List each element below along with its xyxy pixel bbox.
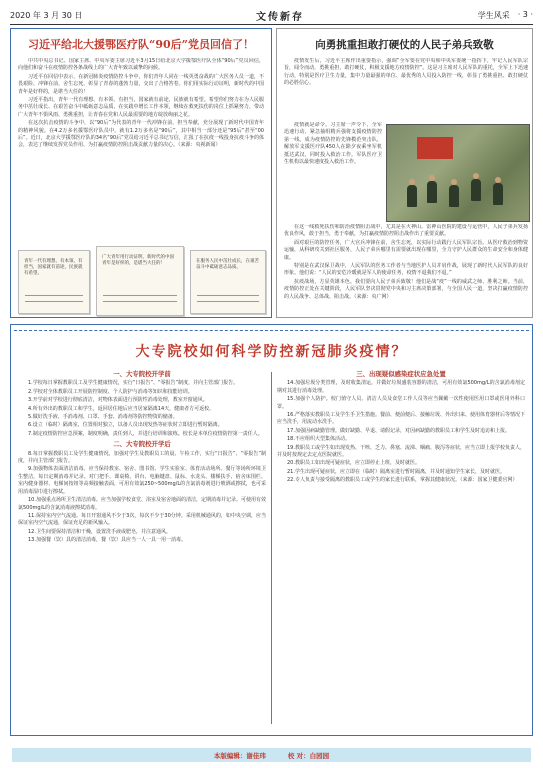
dotted-rule (14, 330, 529, 333)
list-item: 18.不应组织大型集体活动。 (287, 436, 350, 443)
list-item: 15.加强个人防护。校门值守人员、清洁人员及食堂工作人员等应当佩戴一次性使用医用口罩或医用外科口罩。 (277, 396, 525, 410)
article2-paragraph: 疫情就是命令。习主席一声令下，全军迅速行动，紧急抽组精兵强将支援疫情防控第一线。成为疫情防控的先锋模范突击队，解放军支援医疗队450人在除夕夜乘坐军机抵达武汉，同时投入救治工作。军队医疗卫生机构以最快速度投入救治工作。 (284, 122, 382, 166)
list-item: 12.卫生间要保持清洁和干燥，设置洗手液或肥皂，并注意通风。 (28, 528, 171, 535)
editor-credit: 本版编辑：谢佳玮 (213, 751, 266, 760)
article2-title: 向勇挑重担敢打硬仗的人民子弟兵致敬 (315, 38, 494, 51)
article2-paragraph: 特别是在武汉保卫战中，人民军队的医务工作者与当地医护人员并肩作战，展现了新时代人民军队的良好形象。他们说：“人民的安危冷暖就是军人的使命任务，疫情不退我们不退。” (284, 263, 528, 277)
column-divider (271, 372, 272, 724)
article2-paragraph: 在这一线救死扶伤和防治疫情阻击战中，尤其是在火神山、雷神山医院的建设与运营中，人民子弟兵发扬优良作风，敢于担当，勇于奉献，为打赢疫情防控阻击战作出了重要贡献。 (284, 224, 528, 238)
list-item: 1.学校每日掌握教职员工及学生健康情况，实行“日报告”、“零报告”制度，并向主管部门报告。 (28, 380, 239, 387)
list-item: 14.加强垃圾分类管理，及时收集清运，并做好垃圾盛装容器的清洁，可用有效氯500mg/L的含氯消毒剂定期对其进行消毒处理。 (277, 380, 525, 394)
list-item: 16.严格落实教职员工及学生手卫生措施。餐前、便前便后、接触垃圾、外出归来、使用体育器材后等情况下应当洗手，用流动水洗手。 (277, 412, 525, 426)
list-item: 5.做好洗手液、手消毒剂、口罩、手套、消毒剂等防控物资的储备。 (28, 414, 178, 421)
section-heading: 三、出现疑似感染症状应急处置 (356, 370, 446, 378)
list-item: 10.加强重点场所卫生清洁消毒。应当加强学校食堂、浴室及宿舍地面的清洁，定期消毒并记录。可使用有效氯500mg/L的含氯消毒液擦拭消毒。 (18, 497, 266, 511)
list-item: 8.每日掌握教职员工及学生健康情况，加强对学生及教职员工的晨、午检工作，实行“日报告”、“零报告”制度，并向主管部门报告。 (18, 450, 266, 465)
list-item: 17.加强因病缺勤管理。做好缺勤、早退、请假记录，对因病缺勤的教职员工和学生及时追访和上报。 (287, 427, 510, 434)
article2-body-top (284, 58, 528, 120)
article1-title: 习近平给北大援鄂医疗队“90后”党员回信了！ (28, 38, 254, 51)
article3-left-column (18, 368, 266, 730)
article1-paragraph: 习近平在回信中表示，在新冠肺炎疫情防控斗争中，你们青年人同在一线英勇奋战的广大医务人员一道，不畏艰险、冲锋在前，舍生忘死，彰显了青春的蓬勃力量，交出了合格答卷。你们用实际行动证明，新时代的中国青年是好样的，是堪当大任的！ (18, 73, 264, 95)
list-item: 22.专人负责与接受隔离的教职员工或学生的家长进行联系，掌握其健康状况。（来源：国家卫健委官网） (287, 477, 518, 484)
list-item: 11.保持室内空气流通。每日开窗通风不少于3次，每次不少于30分钟。采用机械通风的，如中央空调，应当保证室内空气流通，保证充足的新风输入。 (18, 512, 266, 527)
article1-body (18, 58, 264, 244)
letter-text: 在服务人民中茁壮成长，在艰苦奋斗中砥砺意志品质。 (196, 259, 259, 270)
list-item: 19.教职员工或学生如出现发热、干咳、乏力、鼻塞、流涕、咽痛、腹泻等症状，应当立即上报学校负责人，并及时按规定去定点医院就医。 (277, 444, 525, 459)
list-item: 2.学校对全体教职员工开展防控制度、个人防护与消毒等知识和技能培训。 (28, 388, 193, 395)
article2-paragraph: 疫情发生后，习近平主席作出重要指示，强调“全军要在党中央和中央军委统一指挥下，牢记人民军队宗旨，闻令而动，勇挑重担，敢打硬仗，积极支援地方疫情防控”。这是习主席对人民军队的重托，全军上下迅速行动，特别是医疗卫生力量，集中力量最强的单位、最优秀的人员投入防控一线，彰显了勇挑重担、敢打硬仗的必胜信心。 (284, 58, 528, 87)
article3-right-column (277, 368, 525, 730)
list-item: 3.开学前对学校进行彻底清洁，对物体表面进行预防性消毒处理，教室开窗通风。 (28, 397, 208, 404)
list-item: 21.学生出现可疑症状，应立即在（临时）隔离室进行暂时隔离，并及时通知学生家长，及时就医。 (287, 468, 505, 475)
article1-paragraph: 在这次抗击疫情的斗争中，以“90后”为代表的青年一代冲锋在前、担当奉献，充分展现了新时代中国青年的精神风貌。在4.2万多名援鄂医疗队员中，就有1.2万多名是“90后”，其中相当一部分还是“95后”甚至“00后”。近日，北京大学援鄂医疗队的34名“90后”党员给习近平总书记写信，汇报了在抗疫一线投身抗疫斗争的体会，表达了继续发挥党员作用、为打赢疫情防控阻击战贡献力量的决心。（来源：央视新闻） (18, 120, 264, 149)
letter-text: 青年一代有理想、有本领、有担当，国家就有前途，民族就有希望。 (24, 259, 83, 276)
letter-image-1 (18, 250, 90, 314)
section-name: 学生风采 (477, 10, 510, 20)
article2-body-left (284, 122, 382, 222)
page-footer (12, 748, 531, 762)
article1-paragraph: 中共中央总书记、国家主席、中央军委主席习近平3月15日给北京大学援鄂医疗队全体“90后”党员回信，向他们和奋斗在疫情防控各条战线上的广大青年致以诚挚的问候。 (18, 58, 264, 72)
article1-paragraph: 习近平指出，青年一代有理想、有本领、有担当，国家就有前途，民族就有希望。希望你们努力在为人民服务中茁壮成长、在艰苦奋斗中砥砺意志品质、在实践中增长工作本领，继续在救死扶伤的岗位上抓紧努力，带动广大青年不惧风雨、勇挑重担，让青春在党和人民最需要的地方绽放绚丽之花。 (18, 97, 264, 118)
article2-paragraph: 面对艰巨的防控任务，广大官兵冲锋在前，舍生忘死，以实际行动践行人民军队宗旨。从医疗救治到物资运输，从科研攻关到社区服务，人民子弟兵哪里有需要就出现在哪里，全力守护人民群众的生命安全和身体健康。 (284, 239, 528, 261)
proofreader-credit: 校 对：白园园 (287, 751, 330, 760)
soldiers-photo (386, 124, 530, 222)
list-item: 6.设立（临时）隔离室，位置相对独立，以备人员出现发热等症状时立即进行暂时隔离。 (28, 422, 223, 429)
section-heading: 二、大专院校开学后 (113, 440, 171, 449)
list-item: 7.制定疫情防控应急预案，制度明确，责任到人，并进行培训和演练。校长是本单位疫情防控第一责任人。 (28, 430, 263, 437)
article3-title: 大专院校如何科学防控新冠肺炎疫情？ (135, 344, 408, 360)
article2-body-bottom (284, 224, 528, 314)
list-item: 4.所有外出的教职员工和学生，返回居住地后应当居家隔离14天，健康者方可返校。 (28, 405, 215, 412)
page-header (10, 8, 533, 25)
letter-text: 广大青年用行动证明，新时代的中国青年是好样的，是堪当大任的！ (102, 255, 174, 266)
list-item: 9.加强物体表面清洁消毒。应当保持教室、宿舍、图书馆、学生实验室、体育活动场所、餐厅等场所环境卫生整洁，每日定期消毒并记录。对门把手、课桌椅、讲台、电脑键盘、鼠标、水龙头、楼梯扶手、宿舍床围栏、室内健身器材、电梯间按钮等高频接触表面，可用有效氯250~500mg/L的含氯消毒剂进行喷洒或擦拭，也可采用消毒湿巾进行擦拭。 (18, 466, 266, 495)
list-item: 20.教职员工如出现可疑症状，应立即停止上班，及时就医。 (287, 460, 420, 467)
article2-paragraph: 抗疫战场，方显英雄本色。我们要向人民子弟兵致敬！他们是战“疫”一线的威武之师、胜利之师。当前，疫情防控正处在关键阶段，人民军队坚决贯彻党中央和习主席决策部署，与全国人民一道，坚决打赢疫情防控的人民战争、总体战、阻击战。（来源：央广网） (284, 278, 528, 300)
section-heading: 一、大专院校开学前 (113, 370, 171, 378)
list-item: 13.加强餐（饮）具的清洁消毒，餐（饮）具应当一人一具一用一消毒。 (28, 537, 186, 544)
masthead: 文传新存 (256, 11, 305, 23)
letter-image-2 (96, 246, 184, 316)
letter-image-3 (190, 250, 266, 314)
flag-shape (417, 137, 453, 159)
page-number: · 3 · (517, 9, 533, 19)
issue-date: 2020 年 3 月 30 日 (10, 10, 83, 20)
